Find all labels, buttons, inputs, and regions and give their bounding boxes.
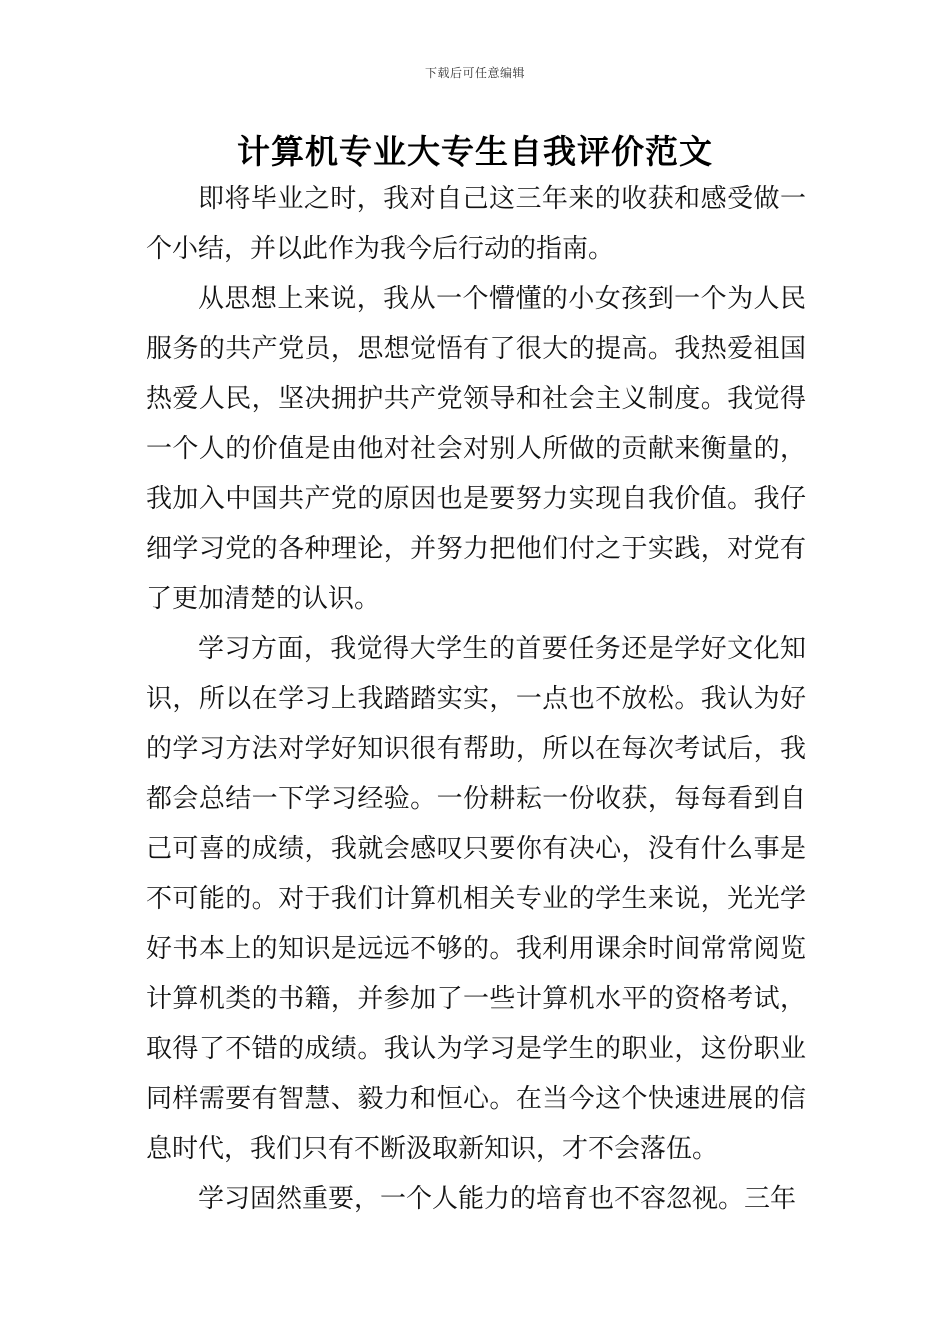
paragraph-intro: 即将毕业之时，我对自己这三年来的收获和感受做一个小结，并以此作为我今后行动的指南。 <box>146 184 806 264</box>
header-note: 下载后可任意编辑 <box>424 66 525 80</box>
paragraph-ideology: 从思想上来说，我从一个懵懂的小女孩到一个为人民服务的共产党员，思想觉悟有了很大的提高。我热爱祖国热爱人民，坚决拥护共产党领导和社会主义制度。我觉得一个人的价值是由他对社会对别人所做的贡献来衡量的，我加入中国共产党的原因也是要努力实现自我价值。我仔细学习党的各种理论，并努力把他们付之于实践，对党有了更加清楚的认识。 <box>146 284 806 614</box>
paragraph-ability: 学习固然重要，一个人能力的培育也不容忽视。三年 <box>198 1184 797 1214</box>
paragraph-study: 学习方面，我觉得大学生的首要任务还是学好文化知识，所以在学习上我踏踏实实，一点也不放松。我认为好的学习方法对学好知识很有帮助，所以在每次考试后，我都会总结一下学习经验。一份耕耘一份收获，每每看到自己可喜的成绩，我就会感叹只要你有决心，没有什么事是不可能的。对于我们计算机相关专业的学生来说，光光学好书本上的知识是远远不够的。我利用课余时间常常阅览计算机类的书籍，并参加了一些计算机水平的资格考试，取得了不错的成绩。我认为学习是学生的职业，这份职业同样需要有智慧、毅力和恒心。在当今这个快速进展的信息时代，我们只有不断汲取新知识，才不会落伍。 <box>146 634 806 1164</box>
document-body <box>146 174 806 1224</box>
page-title: 计算机专业大专生自我评价范文 <box>237 132 713 171</box>
